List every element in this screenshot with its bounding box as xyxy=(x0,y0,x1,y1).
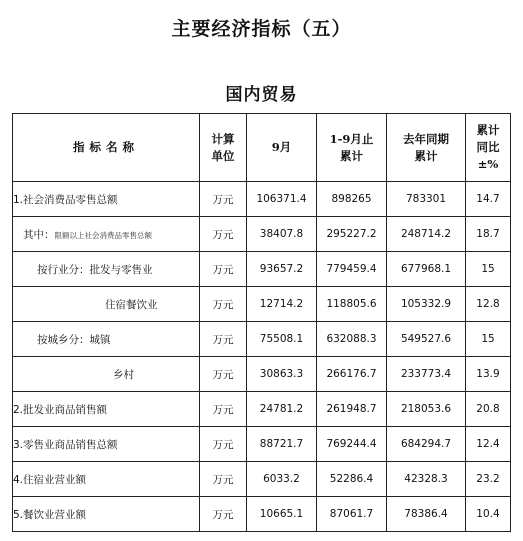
table-row xyxy=(13,357,511,392)
table-row xyxy=(13,252,511,287)
row-last-year-value: 105332.9 xyxy=(387,287,466,322)
row-cumulative-value: 898265 xyxy=(317,182,387,217)
row-cumulative-value: 52286.4 xyxy=(317,462,387,497)
row-cumulative-value: 266176.7 xyxy=(317,357,387,392)
row-yoy-value: 20.8 xyxy=(466,392,511,427)
row-last-year-value: 42328.3 xyxy=(387,462,466,497)
table-row xyxy=(13,217,511,252)
row-name: 2.批发业商品销售额 xyxy=(13,392,200,427)
header-yoy-line3: ±% xyxy=(477,157,499,171)
row-month-value: 38407.8 xyxy=(247,217,317,252)
row-last-year-value: 677968.1 xyxy=(387,252,466,287)
header-last-year-line1: 去年同期 xyxy=(403,131,449,146)
row-name: 按城乡分：城镇 xyxy=(13,322,200,357)
row-cumulative-value: 295227.2 xyxy=(317,217,387,252)
row-yoy-value: 18.7 xyxy=(466,217,511,252)
table-row xyxy=(13,287,511,322)
row-last-year-value: 783301 xyxy=(387,182,466,217)
table-row xyxy=(13,322,511,357)
table-row xyxy=(13,462,511,497)
row-name: 按行业分：批发与零售业 xyxy=(13,252,200,287)
row-yoy-value: 12.8 xyxy=(466,287,511,322)
header-yoy xyxy=(466,114,511,182)
row-name: 住宿餐饮业 xyxy=(13,287,200,322)
row-cumulative-value: 769244.4 xyxy=(317,427,387,462)
row-name: 1.社会消费品零售总额 xyxy=(13,182,200,217)
row-cumulative-value: 261948.7 xyxy=(317,392,387,427)
row-unit: 万元 xyxy=(200,252,247,287)
section-title: 国内贸易 xyxy=(225,85,298,105)
row-unit: 万元 xyxy=(200,217,247,252)
row-month-value: 93657.2 xyxy=(247,252,317,287)
row-name-prefix: 其中： xyxy=(23,228,55,241)
header-unit-line2: 单位 xyxy=(211,148,235,163)
row-last-year-value: 78386.4 xyxy=(387,497,466,532)
row-unit: 万元 xyxy=(200,392,247,427)
indicator-table xyxy=(12,113,511,532)
row-name: 4.住宿业营业额 xyxy=(13,462,200,497)
table-row xyxy=(13,392,511,427)
row-month-value: 6033.2 xyxy=(247,462,317,497)
table-row xyxy=(13,497,511,532)
row-month-value: 30863.3 xyxy=(247,357,317,392)
row-cumulative-value: 118805.6 xyxy=(317,287,387,322)
row-unit: 万元 xyxy=(200,322,247,357)
row-month-value: 88721.7 xyxy=(247,427,317,462)
row-yoy-value: 15 xyxy=(466,322,511,357)
row-cumulative-value: 632088.3 xyxy=(317,322,387,357)
row-last-year-value: 248714.2 xyxy=(387,217,466,252)
row-yoy-value: 13.9 xyxy=(466,357,511,392)
row-yoy-value: 14.7 xyxy=(466,182,511,217)
row-unit: 万元 xyxy=(200,182,247,217)
row-last-year-value: 233773.4 xyxy=(387,357,466,392)
header-yoy-line1: 累计 xyxy=(476,123,500,137)
row-unit: 万元 xyxy=(200,357,247,392)
row-cumulative-value: 87061.7 xyxy=(317,497,387,532)
row-unit: 万元 xyxy=(200,462,247,497)
row-month-value: 24781.2 xyxy=(247,392,317,427)
header-cumulative-line1: 1-9月止 xyxy=(329,131,374,146)
row-month-value: 106371.4 xyxy=(247,182,317,217)
row-name: 5.餐饮业营业额 xyxy=(13,497,200,532)
row-name-small: 限额以上社会消费品零售总额 xyxy=(54,230,152,240)
header-indicator-name: 指标名称 xyxy=(13,114,200,182)
table-header-row xyxy=(13,114,511,182)
row-unit: 万元 xyxy=(200,427,247,462)
table-row xyxy=(13,182,511,217)
table-row xyxy=(13,427,511,462)
row-cumulative-value: 779459.4 xyxy=(317,252,387,287)
row-last-year-value: 684294.7 xyxy=(387,427,466,462)
header-last-year xyxy=(387,114,466,182)
header-yoy-line2: 同比 xyxy=(476,140,500,154)
row-month-value: 12714.2 xyxy=(247,287,317,322)
row-name: 3.零售业商品销售总额 xyxy=(13,427,200,462)
header-last-year-line2: 累计 xyxy=(414,148,438,163)
header-unit-line1: 计算 xyxy=(211,131,235,146)
row-yoy-value: 23.2 xyxy=(466,462,511,497)
header-month: 9月 xyxy=(247,114,317,182)
row-last-year-value: 549527.6 xyxy=(387,322,466,357)
row-unit: 万元 xyxy=(200,287,247,322)
row-month-value: 75508.1 xyxy=(247,322,317,357)
header-cumulative xyxy=(317,114,387,182)
row-yoy-value: 15 xyxy=(466,252,511,287)
document-title: 主要经济指标（五） xyxy=(171,18,352,40)
row-name: 乡村 xyxy=(13,357,200,392)
row-unit: 万元 xyxy=(200,497,247,532)
row-yoy-value: 12.4 xyxy=(466,427,511,462)
header-cumulative-line2: 累计 xyxy=(340,148,363,163)
row-name xyxy=(13,217,200,252)
header-unit xyxy=(200,114,247,182)
row-month-value: 10665.1 xyxy=(247,497,317,532)
row-last-year-value: 218053.6 xyxy=(387,392,466,427)
row-yoy-value: 10.4 xyxy=(466,497,511,532)
